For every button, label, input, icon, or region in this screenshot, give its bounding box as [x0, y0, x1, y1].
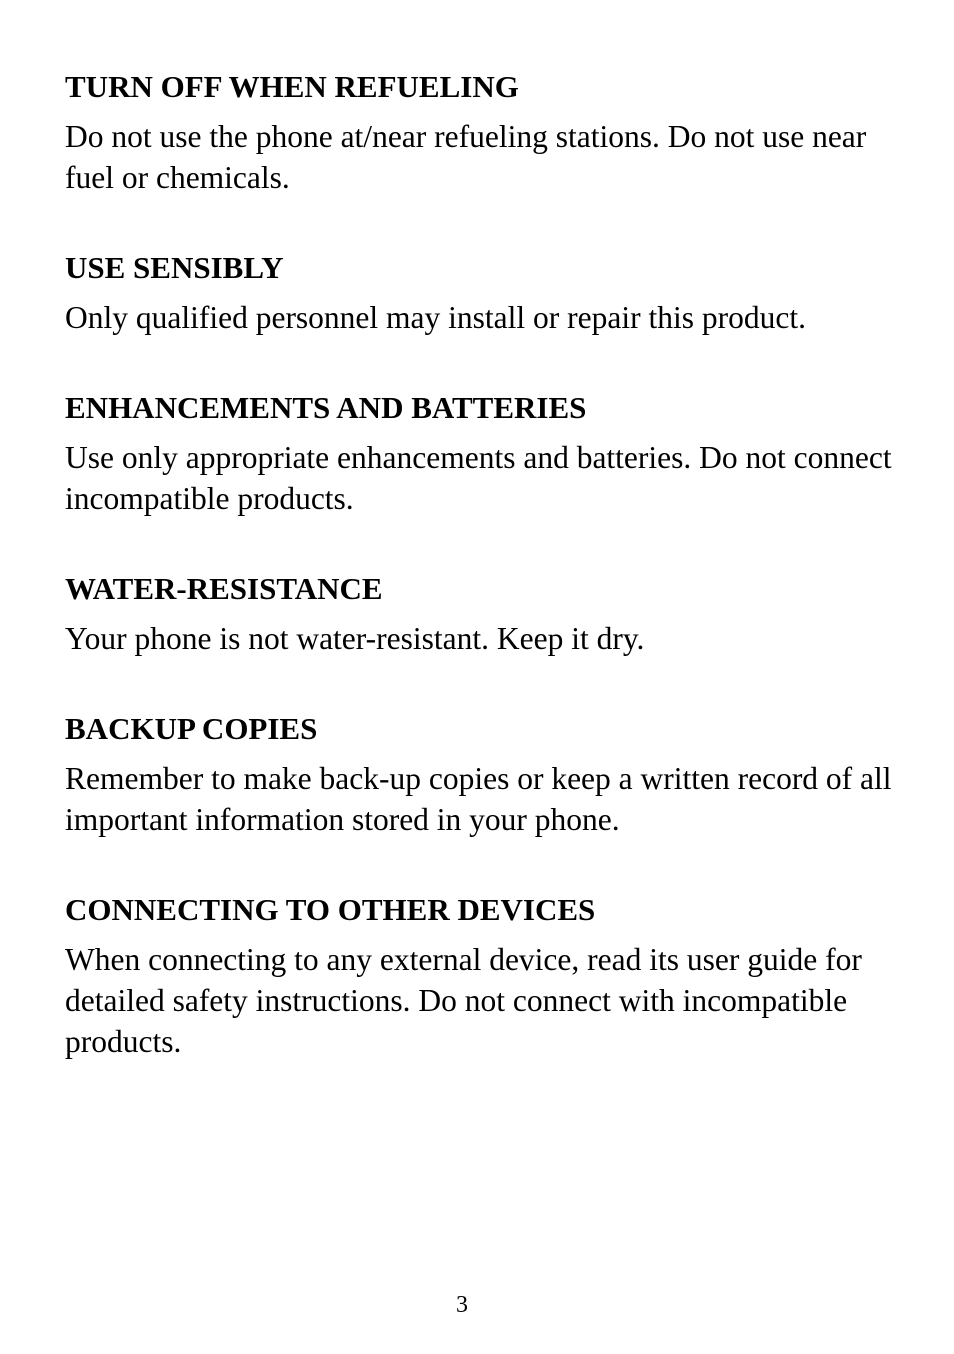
- page-number: 3: [456, 1292, 468, 1318]
- section-text: When connecting to any external device, read its user guide for detailed safety instructions. Do not connect with incompatible products.: [65, 942, 862, 1059]
- section-water-resistance: [65, 568, 895, 659]
- section-enhancements-batteries: [65, 387, 895, 519]
- section-heading: WATER-RESISTANCE: [65, 571, 383, 606]
- section-text: Your phone is not water-resistant. Keep it dry.: [65, 621, 645, 656]
- section-heading: TURN OFF WHEN REFUELING: [65, 69, 519, 104]
- section-heading: USE SENSIBLY: [65, 250, 284, 285]
- section-connecting-devices: [65, 889, 895, 1062]
- section-heading: ENHANCEMENTS AND BATTERIES: [65, 390, 587, 425]
- section-heading: CONNECTING TO OTHER DEVICES: [65, 892, 596, 927]
- section-text: Remember to make back-up copies or keep a written record of all important information stored in your phone.: [65, 761, 892, 837]
- section-text: Only qualified personnel may install or repair this product.: [65, 300, 806, 335]
- document-page: [65, 66, 895, 1111]
- section-text: Use only appropriate enhancements and batteries. Do not connect incompatible products.: [65, 440, 892, 516]
- section-refueling: [65, 66, 895, 198]
- section-heading: BACKUP COPIES: [65, 711, 318, 746]
- section-backup-copies: [65, 708, 895, 840]
- section-text: Do not use the phone at/near refueling stations. Do not use near fuel or chemicals.: [65, 119, 867, 195]
- section-use-sensibly: [65, 247, 895, 338]
